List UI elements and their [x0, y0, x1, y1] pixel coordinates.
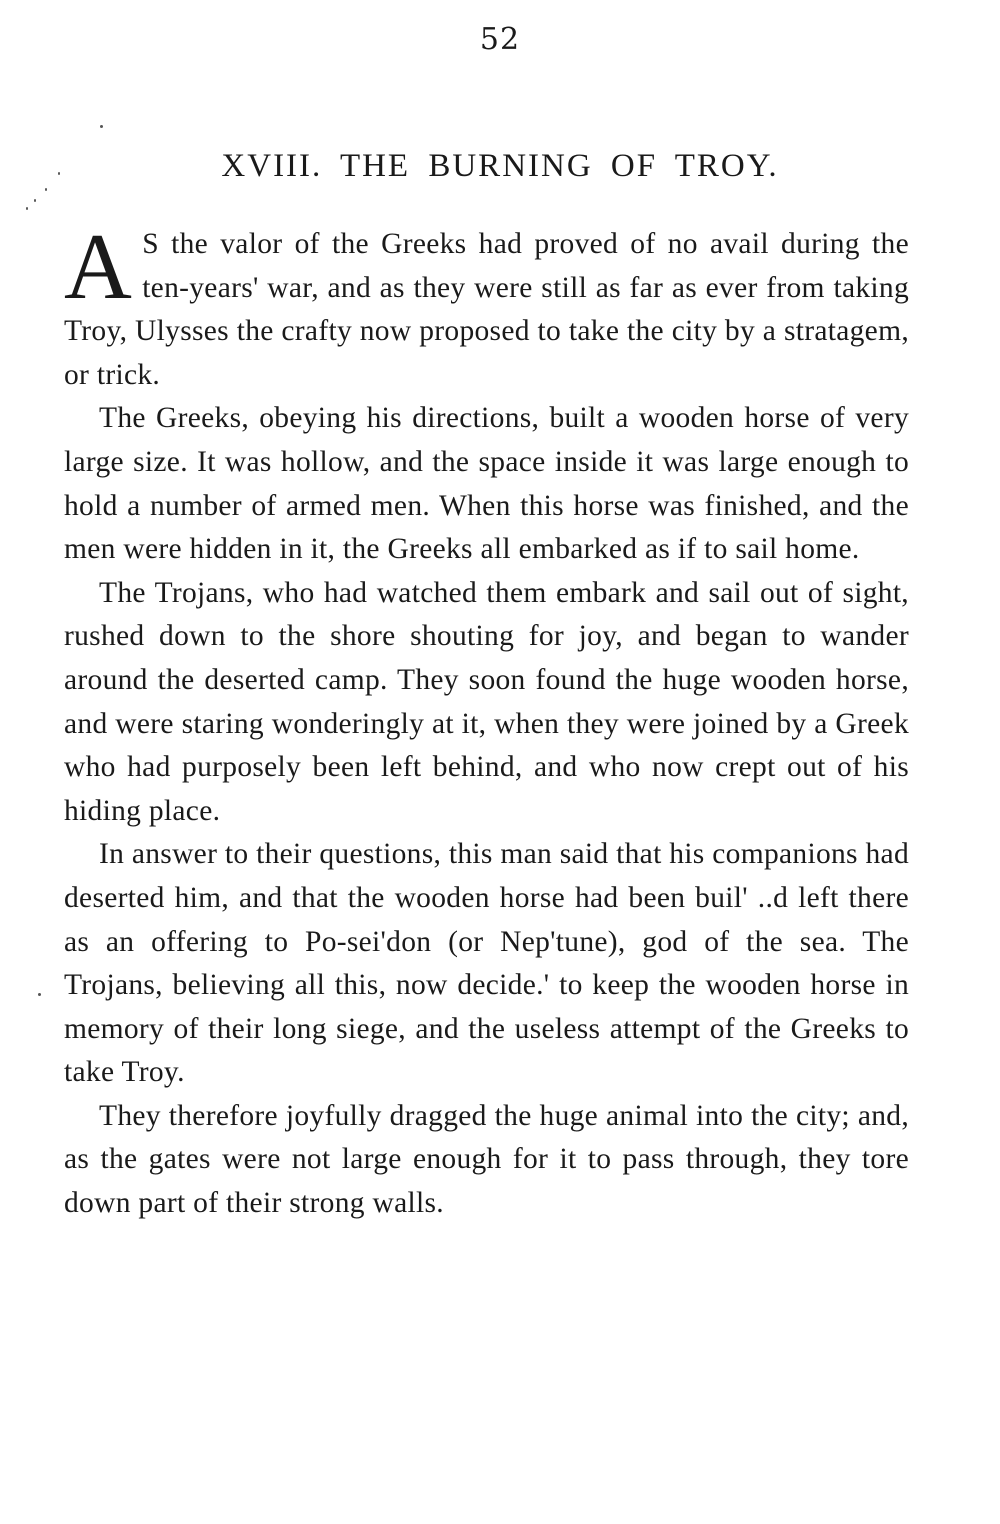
page-number: 52 [479, 22, 521, 57]
paragraph [64, 397, 909, 571]
paragraph [64, 215, 909, 397]
scan-speck [34, 199, 36, 202]
paragraph-text: The Trojans, who had watched them embark and sail out of sight, rushed down to the shore shouting for joy, and began to wander around the deserted camp. They soon found the huge wooden horse, and were staring wonderingly at it, when they were joined by a Greek who had purposely been left behind, and who now crept out of his hiding place. [64, 576, 909, 827]
body-text [64, 215, 909, 1226]
drop-cap: A [64, 215, 133, 319]
paragraph-text: They therefore joyfully dragged the huge animal into the city; and, as the gates were not large enough for it to pass through, they tore down part of their strong walls. [64, 1099, 909, 1220]
scan-speck [58, 172, 60, 175]
scan-speck [26, 207, 28, 210]
paragraph-text: S the valor of the Greeks had proved of no avail during the ten-years' war, and as they were still as far as ever from taking Troy, Ulysses the crafty now proposed to take the city by a stratagem, or trick. [64, 228, 909, 391]
chapter-title: XVIII. THE BURNING OF TROY. [221, 148, 779, 184]
scan-speck [38, 993, 41, 996]
scan-speck [100, 125, 103, 128]
paragraph [64, 833, 909, 1095]
paragraph [64, 572, 909, 834]
paragraph [64, 1095, 909, 1226]
paragraph-text: In answer to their questions, this man said that his companions had deserted him, and that the wooden horse had been buil' ..d left there as an offering to Po-sei'don (or Nep'tune), god of the sea. The Trojans, believing all this, now decide.' to keep the wooden horse in memory of their long siege, and the useless attempt of the Greeks to take Troy. [64, 838, 909, 1089]
paragraph-text: The Greeks, obeying his directions, built a wooden horse of very large size. It was hollow, and the space inside it was large enough to hold a number of armed men. When this horse was finished, and the men were hidden in it, the Greeks all embarked as if to sail home. [64, 402, 909, 566]
scan-speck [45, 188, 47, 191]
